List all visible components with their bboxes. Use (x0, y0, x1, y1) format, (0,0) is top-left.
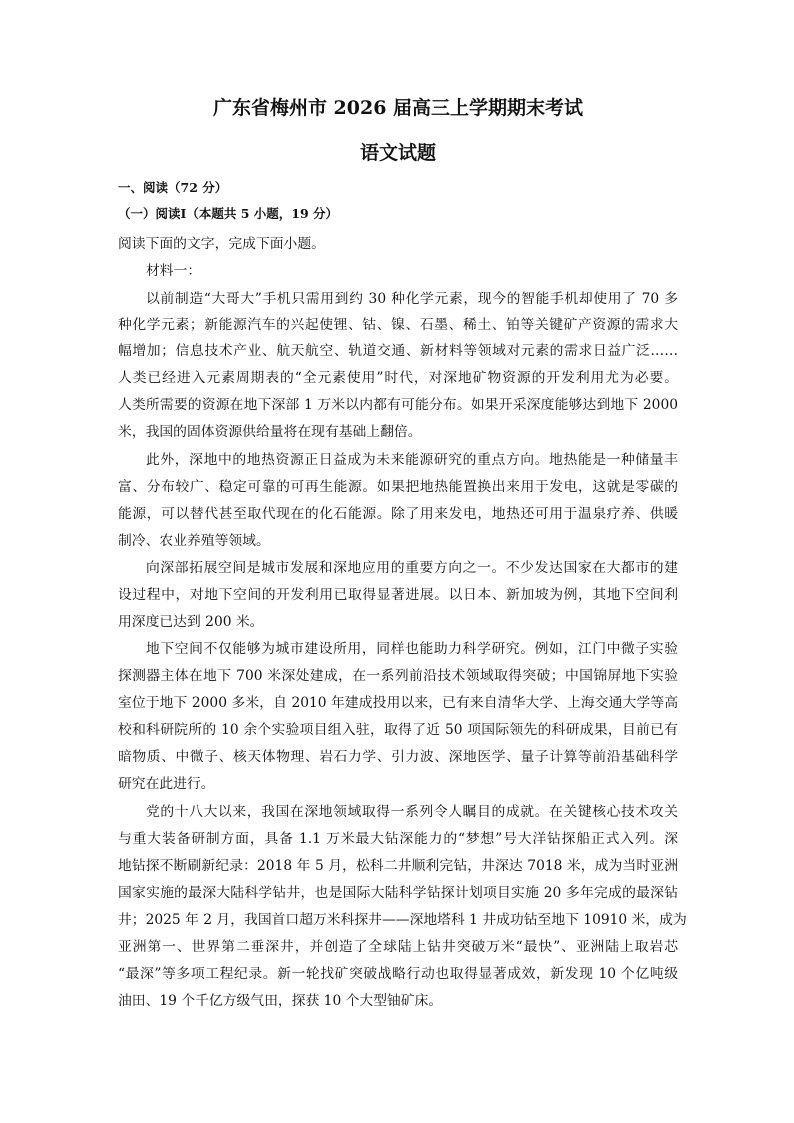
text-line: 人类所需要的资源在地下深部 1 万米以内都有可能分布。如果开采深度能够达到地下 2000 (118, 397, 678, 413)
text-line: 油田、19 个千亿方级气田，探获 10 个大型铀矿床。 (118, 993, 443, 1009)
material-label: 材料一： (146, 263, 202, 279)
text-line: 种化学元素；新能源汽车的兴起使锂、钴、镍、石墨、稀土、铂等关键矿产资源的需求大 (118, 317, 678, 333)
text-line: 向深部拓展空间是城市发展和深地应用的重要方向之一。不少发达国家在大都市的建 (146, 560, 678, 576)
exam-title: 广东省梅州市 2026 届高三上学期期末考试 (212, 97, 584, 119)
instruction-text: 阅读下面的文字，完成下面小题。 (118, 236, 325, 252)
subsection-heading: （一）阅读Ⅰ（本题共 5 小题，19 分） (118, 206, 338, 221)
text-line: 幅增加；信息技术产业、航天航空、轨道交通、新材料等领域对元素的需求日益广泛…… (118, 343, 678, 359)
text-line: 此外，深地中的地热资源正日益成为未来能源研究的重点方向。地热能是一种储量丰 (146, 452, 678, 468)
text-line: 富、分布较广、稳定可靠的可再生能源。如果把地热能置换出来用于发电，这就是零碳的 (118, 479, 678, 495)
text-line: 米，我国的固体资源供给量将在现有基础上翻倍。 (118, 424, 422, 440)
text-line: 设过程中，对地下空间的开发利用已取得显著进展。以日本、新加坡为例，其地下空间利 (118, 587, 678, 603)
text-line: 党的十八大以来，我国在深地领域取得一系列令人瞩目的成就。在关键核心技术攻关 (146, 804, 678, 820)
text-line: 用深度已达到 200 米。 (118, 614, 264, 630)
text-line: 人类已经进入元素周期表的“全元素使用”时代，对深地矿物资源的开发利用尤为必要。 (118, 370, 678, 386)
text-line: 国家实施的最深大陆科学钻井，也是国际大陆科学钻探计划项目实施 20 多年完成的最深钻 (118, 885, 678, 901)
text-line: 以前制造“大哥大”手机只需用到约 30 种化学元素，现今的智能手机却使用了 70 多 (146, 291, 678, 307)
section-heading: 一、阅读（72 分） (118, 180, 228, 195)
text-line: 探测器主体在地下 700 米深处建成，在一系列前沿技术领域取得突破；中国锦屏地下实验 (118, 668, 678, 684)
text-line: 井；2025 年 2 月，我国首口超万米科探井——深地塔科 1 井成功钻至地下 10910 米，成为 (118, 912, 687, 928)
text-line: 亚洲第一、世界第二垂深井，并创造了全球陆上钻井突破万米“最快”、亚洲陆上取岩芯 (118, 939, 678, 955)
text-line: 制冷、农业养殖等领域。 (118, 533, 270, 549)
text-line: 校和科研院所的 10 余个实验项目组入驻，取得了近 50 项国际领先的科研成果，目前已有 (118, 722, 678, 738)
text-line: 地钻探不断刷新纪录：2018 年 5 月，松科二井顺利完钻，井深达 7018 米，成为当时亚洲 (118, 858, 678, 874)
text-line: 地下空间不仅能够为城市建设所用，同样也能助力科学研究。例如，江门中微子实验 (146, 641, 678, 657)
exam-subtitle: 语文试题 (359, 142, 436, 164)
text-line: 室位于地下 2000 多米，自 2010 年建成投用以来，已有来自清华大学、上海交通大学等高 (118, 695, 678, 711)
text-line: 研究在此进行。 (118, 776, 215, 792)
text-line: “最深”等多项工程纪录。新一轮找矿突破战略行动也取得显著成效，新发现 10 个亿吨级 (118, 966, 678, 982)
text-line: 暗物质、中微子、核天体物理、岩石力学、引力波、深地医学、量子计算等前沿基础科学 (118, 749, 678, 765)
text-line: 与重大装备研制方面，具备 1.1 万米最大钻深能力的“梦想”号大洋钻探船正式入列。深 (118, 831, 678, 847)
text-line: 能源，可以替代甚至取代现在的化石能源。除了用来发电，地热还可用于温泉疗养、供暖 (118, 506, 678, 522)
